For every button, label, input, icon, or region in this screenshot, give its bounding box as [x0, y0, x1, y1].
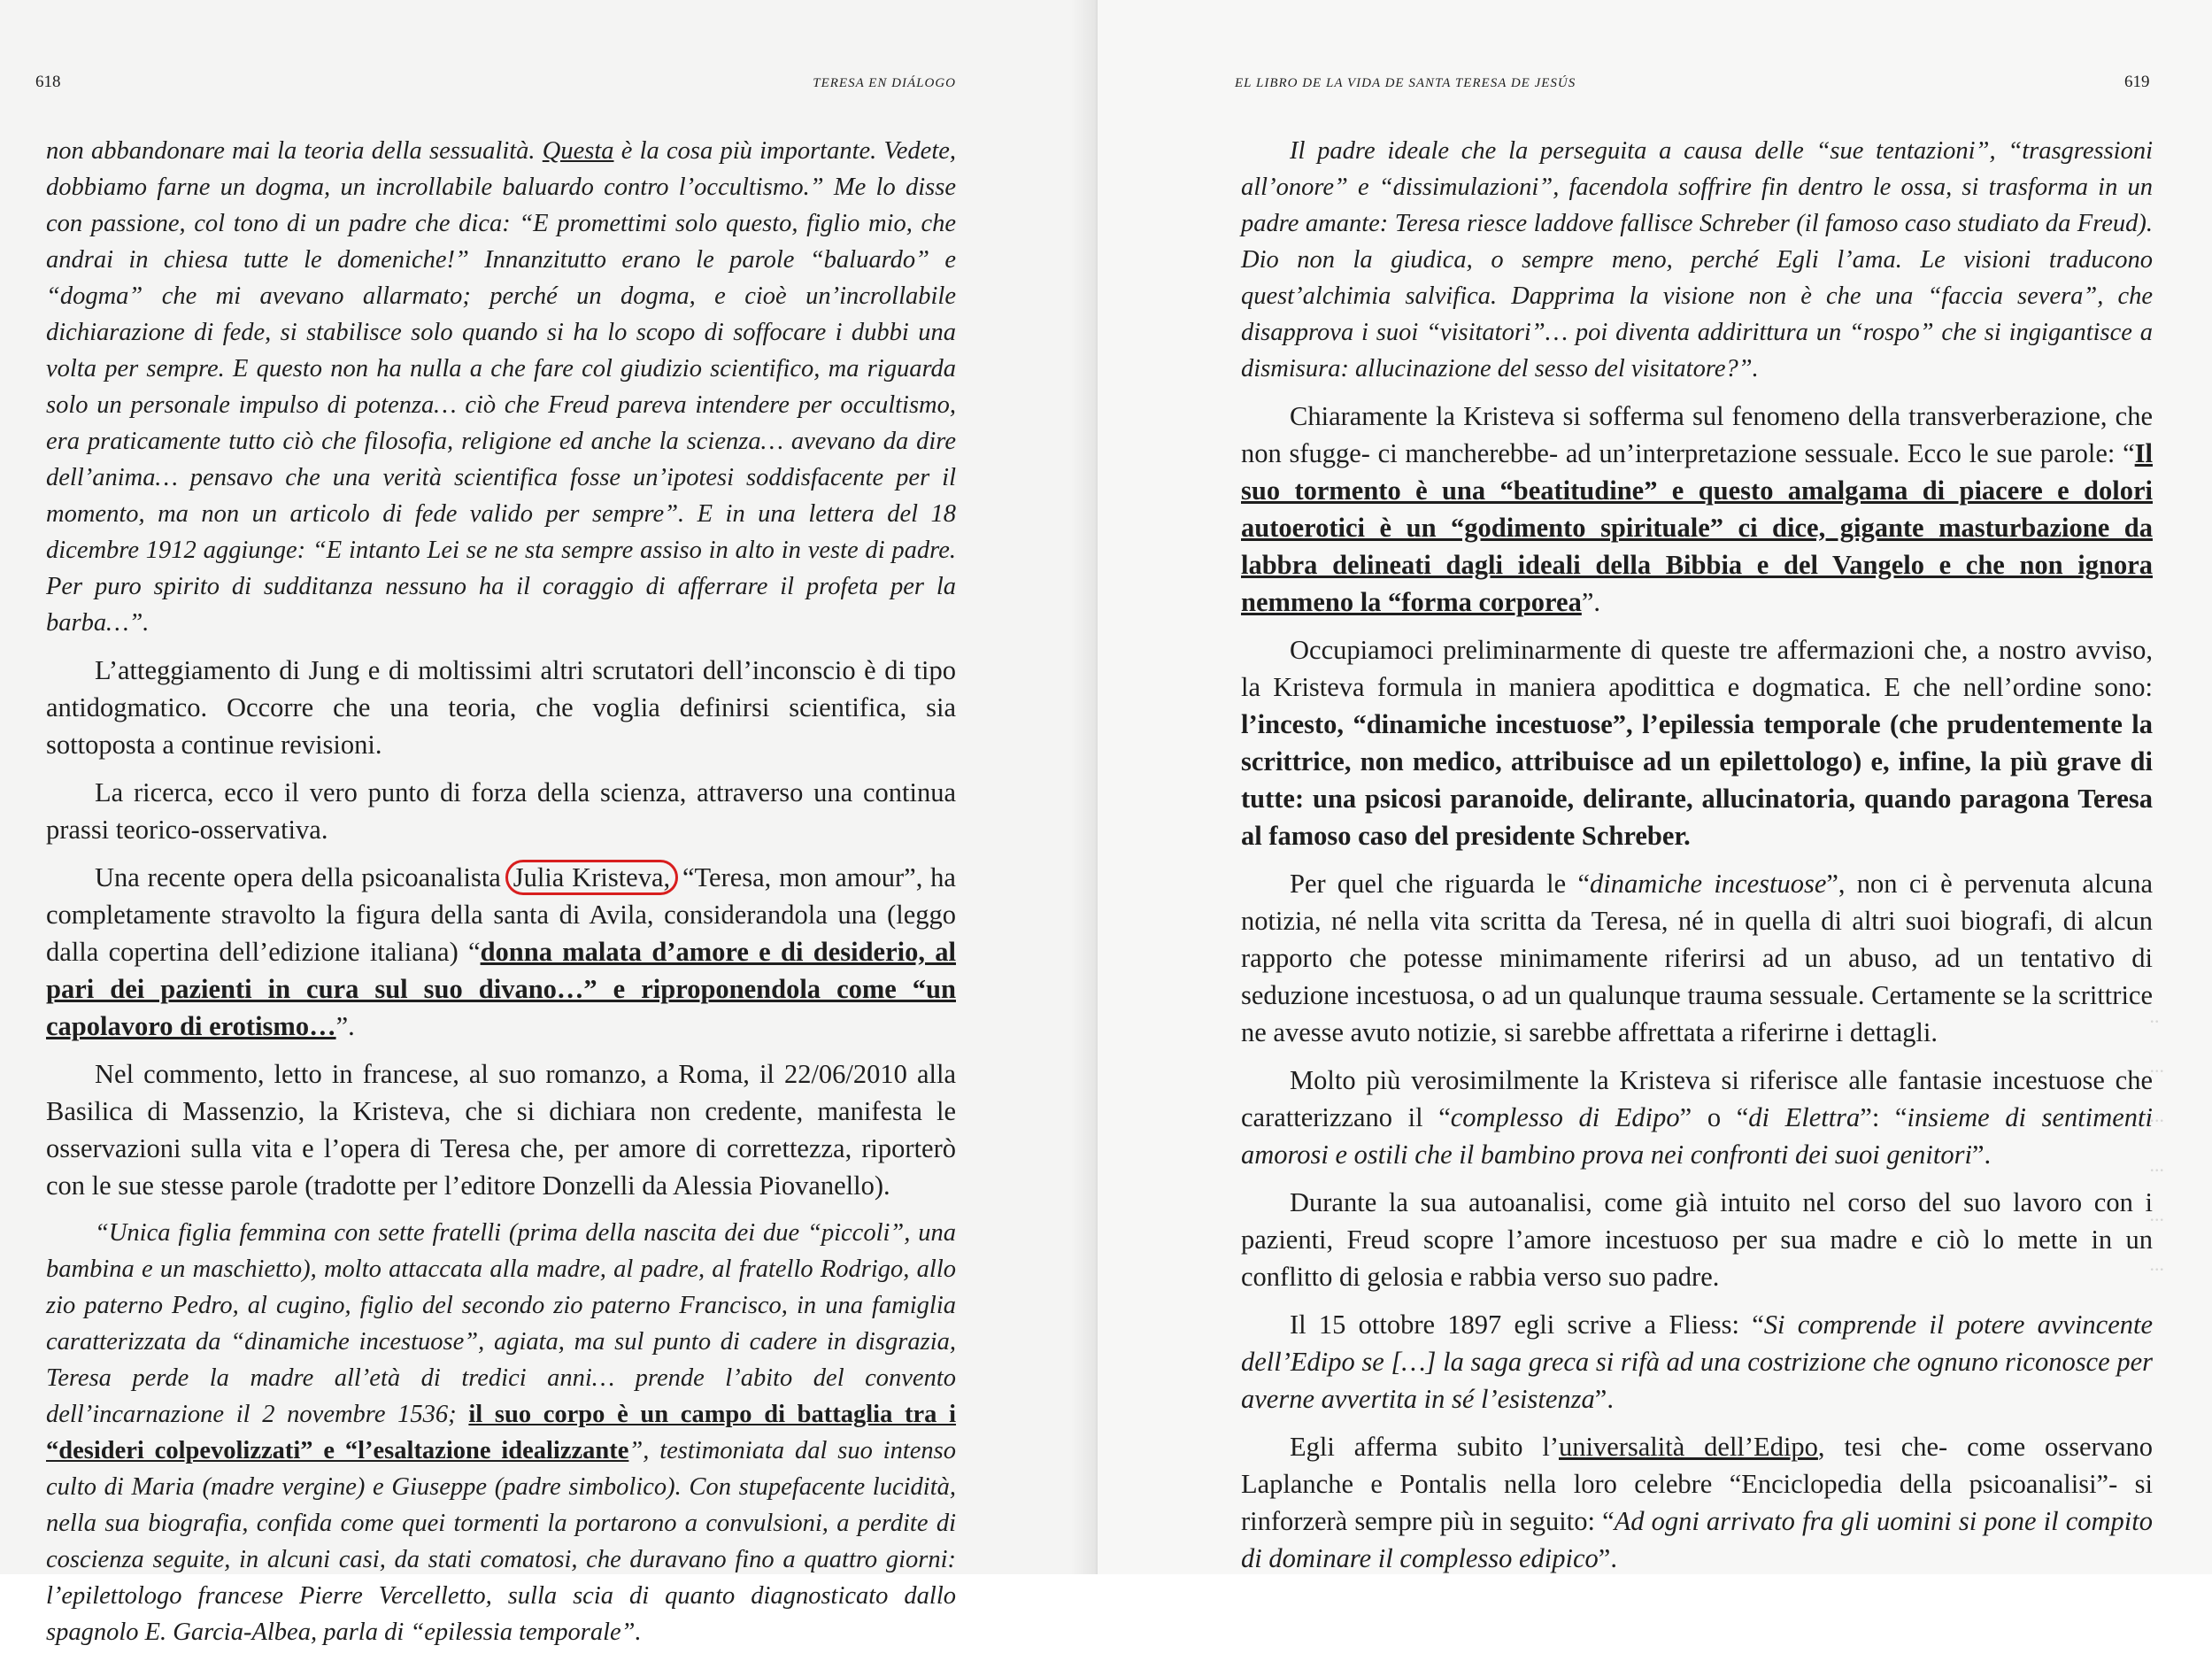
italic-run: “Unica figlia femmina con sette fratelli (prima della nascita dei due “piccoli”, una bambina e un maschietto), molto attaccata alla madre, al padre, al fratello Rodrigo, allo zio paterno Pedro, al cugino, figlio del secondo zio paterno Francisco, in una famiglia caratterizzata da “dinamiche incestuose”, agiata, ma sul punto di cadere in disgrazia, Teresa perde la madre all’età di tredici anni… prende l’abito del convento dell’incarnazione il 2 novembre 1536; [46, 1219, 956, 1428]
circled-name-annotation: Julia Kristeva, [505, 860, 678, 895]
right-paragraph [1241, 1062, 2153, 1173]
left-page-body [46, 133, 956, 1661]
italic-run: complesso di Edipo [1450, 1102, 1680, 1132]
bold-underlined-run: Il suo tormento è una “beatitudine” e questo amalgama di piacere e dolori autoerotici è un “godimento spirituale” ci dice, gigante masturbazione da labbra delineati dagli ideali della Bibbia e del Vangelo e che non ignora nemmeno la “forma corporea [1241, 438, 2153, 617]
running-head-right: EL LIBRO DE LA VIDA DE SANTA TERESA DE JESÚS [1235, 76, 1576, 90]
text-run: La ricerca, ecco il vero punto di forza della scienza, attraverso una continua prassi teorico-osservativa. [46, 777, 956, 845]
left-paragraph [46, 859, 956, 1045]
text-run: Egli afferma subito l’ [1290, 1432, 1559, 1462]
italic-run: Il padre ideale che la perseguita a causa delle “sue tentazioni”, “trasgressioni all’onore” e “dissimulazioni”, facendola soffrire fin dentro le ossa, si trasforma in un padre amante: Teresa riesce laddove fallisce Schreber (il famoso caso studiato da Freud). Dio non la giudica, o sempre meno, perché Egli l’ama. Le visioni traducono quest’alchimia salvifica. Dapprima la visione non è che una “faccia severa”, che disapprova i suoi “visitatori”… poi diventa addirittura un “rospo” che si ingigantisce a dismisura: allucinazione del sesso del visitatore?”. [1241, 137, 2153, 382]
text-run: E in una lettera del 18 dicembre 1912 aggiunge: “ [46, 500, 956, 564]
running-head-left: TERESA EN DIÁLOGO [813, 76, 956, 90]
right-paragraph [1241, 1306, 2153, 1418]
bold-underlined-run: il suo corpo è un campo di battaglia tra i “desideri colpevolizzati” e “l’esaltazione idealizzante [46, 1401, 957, 1464]
right-paragraph [1241, 1428, 2153, 1577]
bold-underlined-run: donna malata d’amore e di desiderio, al pari dei pazienti in cura sul suo divano…” e riproponendola come “un capolavoro di erotismo… [46, 937, 956, 1041]
text-run: Durante la sua autoanalisi, come già intuito nel corso del suo lavoro con i pazienti, Freud scopre l’amore incestuoso per sua madre e ciò lo mette in un conflitto di gelosia e rabbia verso suo padre. [1241, 1187, 2153, 1292]
left-paragraph [46, 1215, 956, 1650]
italic-run: insieme di sentimenti amorosi e ostili che il bambino prova nei confronti dei suoi genitori [1241, 1102, 2153, 1170]
text-run: ”, non ci è pervenuta alcuna notizia, né nella vita scritta da Teresa, né in quella di altri suoi biografi, di alcun rapporto che potesse minimamente riferirsi ad un abuso, ad un tentativo di seduzione incestuosa, o ad un qualunque trauma sessuale. Certamente se la scrittrice ne avesse avuto notizie, si sarebbe affrettata a riferirne i dettagli. [1241, 869, 2153, 1047]
right-paragraph [1241, 1184, 2153, 1295]
right-paragraph [1241, 133, 2153, 387]
text-run: Il 15 ottobre 1897 egli scrive a Fliess: “ [1290, 1309, 1764, 1340]
underlined-run: universalità dell’Edipo [1558, 1432, 1818, 1462]
text-run: Nel commento, letto in francese, al suo romanzo, a Roma, il 22/06/2010 alla Basilica di Massenzio, la Kristeva, che si dichiara non credente, manifesta le osservazioni sulla vita e l’opera di Teresa che, per amore di correttezza, riporterò con le sue stesse parole (tradotte per l’editore Donzelli da Alessia Piovanello). [46, 1059, 956, 1201]
text-run: ” o “ [1679, 1102, 1749, 1132]
text-run: ”: “ [1860, 1102, 1908, 1132]
right-paragraph [1241, 398, 2153, 621]
italic-run: E intanto Lei se ne sta sempre assiso in alto in veste di padre. Per puro spirito di sudditanza nessuno ha il coraggio di afferrare il profeta per la barba… [46, 537, 956, 637]
left-paragraph [46, 133, 956, 641]
text-run: ”. [1594, 1384, 1614, 1414]
text-run: ”. [1598, 1543, 1617, 1573]
text-run: L’atteggiamento di Jung e di moltissimi altri scrutatori dell’inconscio è di tipo antidogmatico. Occorre che una teoria, che voglia definirsi scientifica, sia sottoposta a continue revisioni. [46, 655, 956, 760]
bold-run: l’incesto, “dinamiche incestuose”, l’epilessia temporale (che prudentemente la scrittrice, non medico, attribuisce ad un epilettologo) e, infine, la più grave di tutte: una psicosi paranoide, delirante, allucinatoria, quando paragona Teresa al famoso caso del presidente Schreber. [1241, 709, 2153, 851]
left-paragraph [46, 652, 956, 763]
left-paragraph [46, 1055, 956, 1204]
text-run: , tesi che- come osservano Laplanche e Pontalis nella loro celebre “Enciclopedia della psicoanalisi”- si rinforzerà sempre più in seguito: “ [1241, 1432, 2154, 1536]
italic-run: non abbandonare mai la teoria della sessualità. [46, 137, 543, 165]
page-number-right: 619 [2124, 73, 2150, 91]
right-paragraph [1241, 865, 2153, 1051]
text-run: “Teresa, mon amour”, ha completamente stravolto la figura della santa di Avila, considerandola una (leggo dalla copertina dell’edizione italiana) “ [46, 862, 956, 967]
right-paragraph [1241, 631, 2153, 854]
italic-run: ”, testimoniata dal suo intenso culto di Maria (madre vergine) e Giuseppe (padre simbolico). Con stupefacente lucidità, nella sua biografia, confida come quei tormenti la portarono a convulsioni, a perdite di coscienza seguite, in alcuni casi, da stati comatosi, che duravano fino a quattro giorni: l’epilettologo francese Pierre Vercelletto, sulla scia di quanto diagnosticato dallo spagnolo E. Garcia-Albea, parla di “epilessia temporale”. [46, 1437, 956, 1646]
text-run: ”. [128, 609, 150, 637]
text-run: ”. [1581, 587, 1600, 617]
italic-run: Si comprende il potere avvincente dell’Edipo se […] la saga greca si rifà ad una costrizione che ognuno riconosce per averne avvertita in sé l’esistenza [1241, 1309, 2153, 1414]
italic-run: Ad ogni arrivato fra gli uomini si pone il compito di dominare il complesso edipico [1241, 1506, 2153, 1573]
underlined-italic-run: Questa [542, 137, 614, 165]
italic-run: di Elettra [1748, 1102, 1861, 1132]
page-number-left: 618 [35, 73, 61, 91]
bleed-through-margin: .. ... ... ... ... ... [2150, 1005, 2165, 1275]
right-page-body [1241, 133, 2153, 1588]
italic-run: dinamiche incestuose [1590, 869, 1827, 899]
right-page [1098, 0, 2212, 1574]
text-run: Per quel che riguarda le “ [1290, 869, 1590, 899]
text-run: Molto più verosimilmente la Kristeva si riferisce alle fantasie incestuose che caratterizzano il “ [1241, 1065, 2153, 1132]
text-run: ”. [1971, 1140, 1992, 1170]
text-run: Chiaramente la Kristeva si sofferma sul fenomeno della transverberazione, che non sfugge- ci mancherebbe- ad un’interpretazione sessuale. Ecco le sue parole: “ [1241, 401, 2153, 468]
text-run: Occupiamoci preliminarmente di queste tre affermazioni che, a nostro avviso, la Kristeva formula in maniera apodittica e dogmatica. E che nell’ordine sono: [1241, 635, 2153, 702]
left-page [0, 0, 1098, 1646]
left-paragraph [46, 774, 956, 848]
text-run: ”. [335, 1011, 355, 1041]
italic-run: è la cosa più importante. Vedete, dobbiamo farne un dogma, un incrollabile baluardo contro l’occultismo.” Me lo disse con passione, col tono di un padre che dica: “E promettimi solo questo, figlio mio, che andrai in chiesa tutte le domeniche!” Innanzitutto erano le parole “baluardo” e “dogma” che mi avevano allarmato; perché un dogma, e cioè un’incrollabile dichiarazione di fede, si stabilisce solo quando si ha lo scopo di soffocare i dubbi una volta per sempre. E questo non ha nulla a che fare col giudizio scientifico, ma riguarda solo un personale impulso di potenza… ciò che Freud pareva intendere per occultismo, era praticamente tutto ciò che filosofia, religione ed anche la scienza… avevano da dire dell’anima… pensavo che una verità scientifica fosse un’ipotesi soddisfacente per il momento, ma non un articolo di fede valido per sempre”. [46, 137, 957, 528]
text-run: Una recente opera della psicoanalista [95, 862, 509, 892]
